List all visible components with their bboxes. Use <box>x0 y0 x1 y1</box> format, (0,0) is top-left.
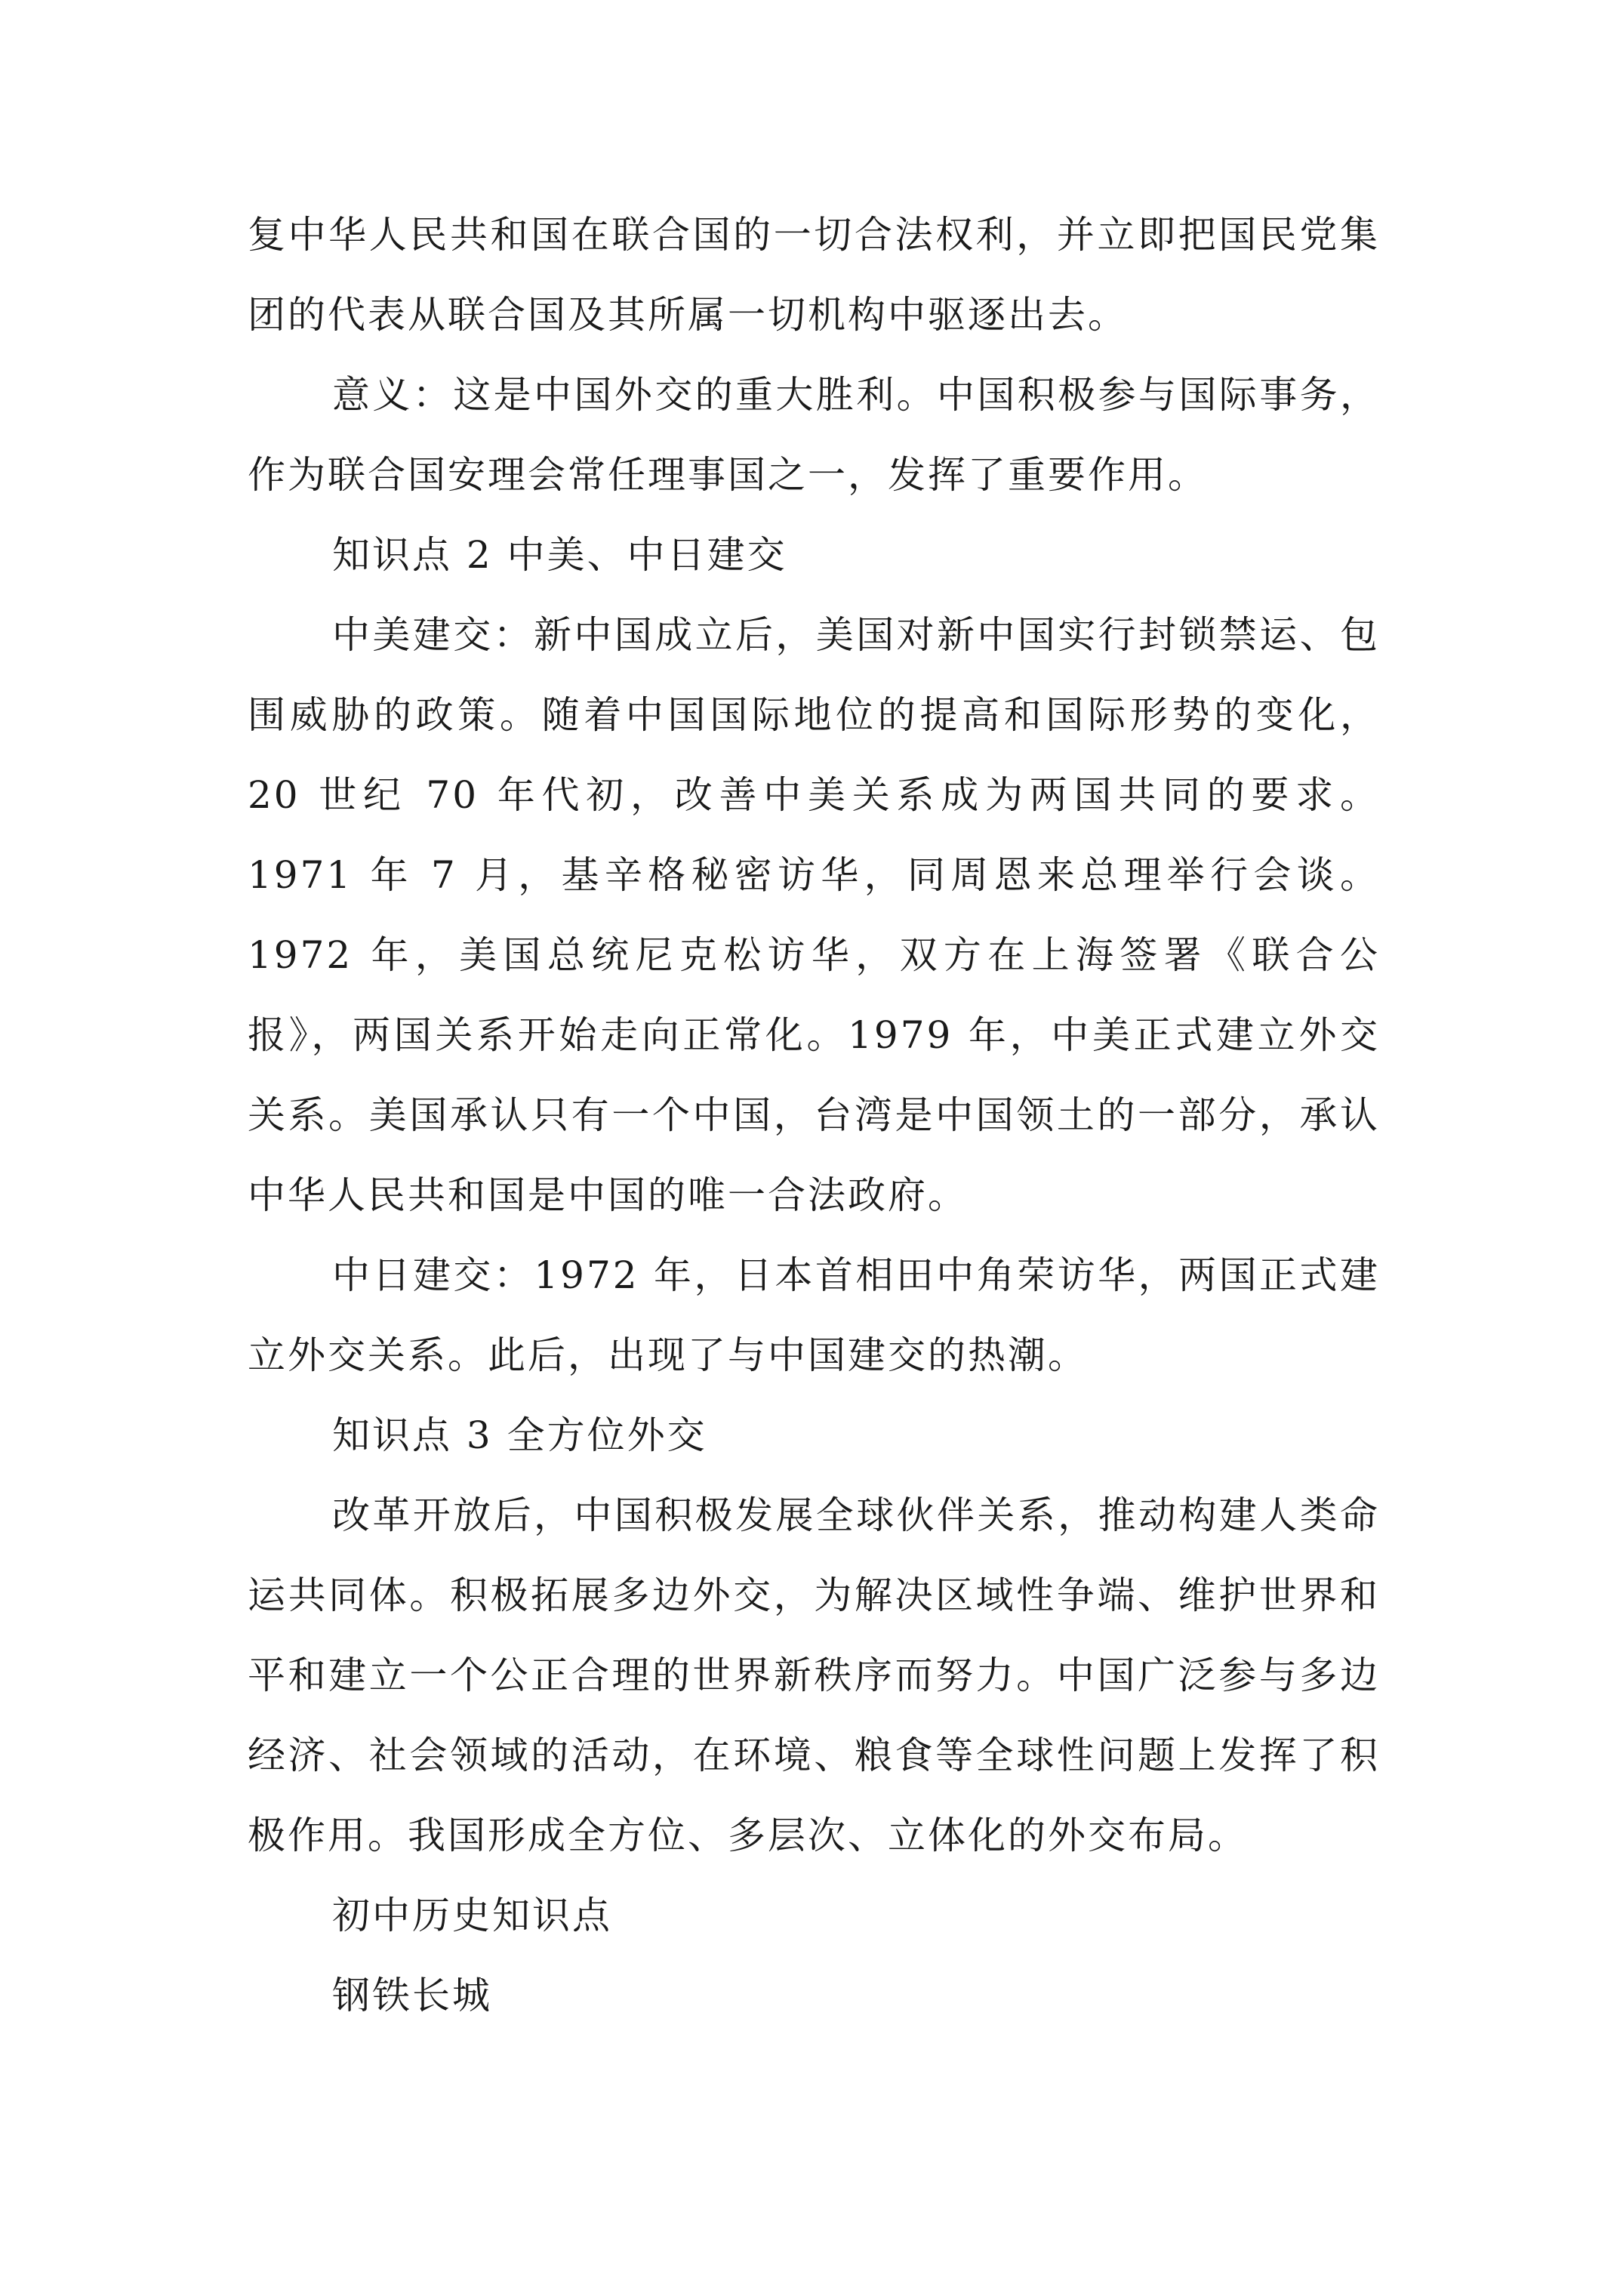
paragraph-omnidirectional-diplomacy: 改革开放后，中国积极发展全球伙伴关系，推动构建人类命运共同体。积极拓展多边外交，为解决区域性争端、维护世界和平和建立一个公正合理的世界新秩序而努力。中国广泛参与多边经济、社会领域的活动，在环境、粮食等全球性问题上发挥了积极作用。我国形成全方位、多层次、立体化的外交布局。 <box>248 1493 1380 1857</box>
paragraph-un-seat-continuation: 复中华人民共和国在联合国的一切合法权利，并立即把国民党集团的代表从联合国及其所属一切机构中驱逐出去。 <box>248 213 1380 337</box>
document-body <box>248 195 1380 2036</box>
heading-knowledge-point-2: 知识点 2 中美、中日建交 <box>332 533 787 577</box>
heading-history-knowledge: 初中历史知识点 <box>332 1894 612 1937</box>
paragraph-sino-japan-relations: 中日建交：1972 年，日本首相田中角荣访华，两国正式建立外交关系。此后，出现了与中国建交的热潮。 <box>248 1253 1380 1377</box>
heading-steel-great-wall: 钢铁长城 <box>332 1974 492 2017</box>
paragraph-sino-us-relations: 中美建交：新中国成立后，美国对新中国实行封锁禁运、包围威胁的政策。随着中国国际地位的提高和国际形势的变化，20 世纪 70 年代初，改善中美关系成为两国共同的要求。1971 年 7 月，基辛格秘密访华，同周恩来总理举行会谈。1972 年，美国总统尼克松访华，双方在上海签署《联合公报》，两国关系开始走向正常化。1979 年，中美正式建立外交关系。美国承认只有一个中国，台湾是中国领土的一部分，承认中华人民共和国是中国的唯一合法政府。 <box>248 613 1380 1217</box>
paragraph-significance: 意义：这是中国外交的重大胜利。中国积极参与国际事务，作为联合国安理会常任理事国之一，发挥了重要作用。 <box>248 373 1380 497</box>
heading-knowledge-point-3: 知识点 3 全方位外交 <box>332 1413 707 1457</box>
